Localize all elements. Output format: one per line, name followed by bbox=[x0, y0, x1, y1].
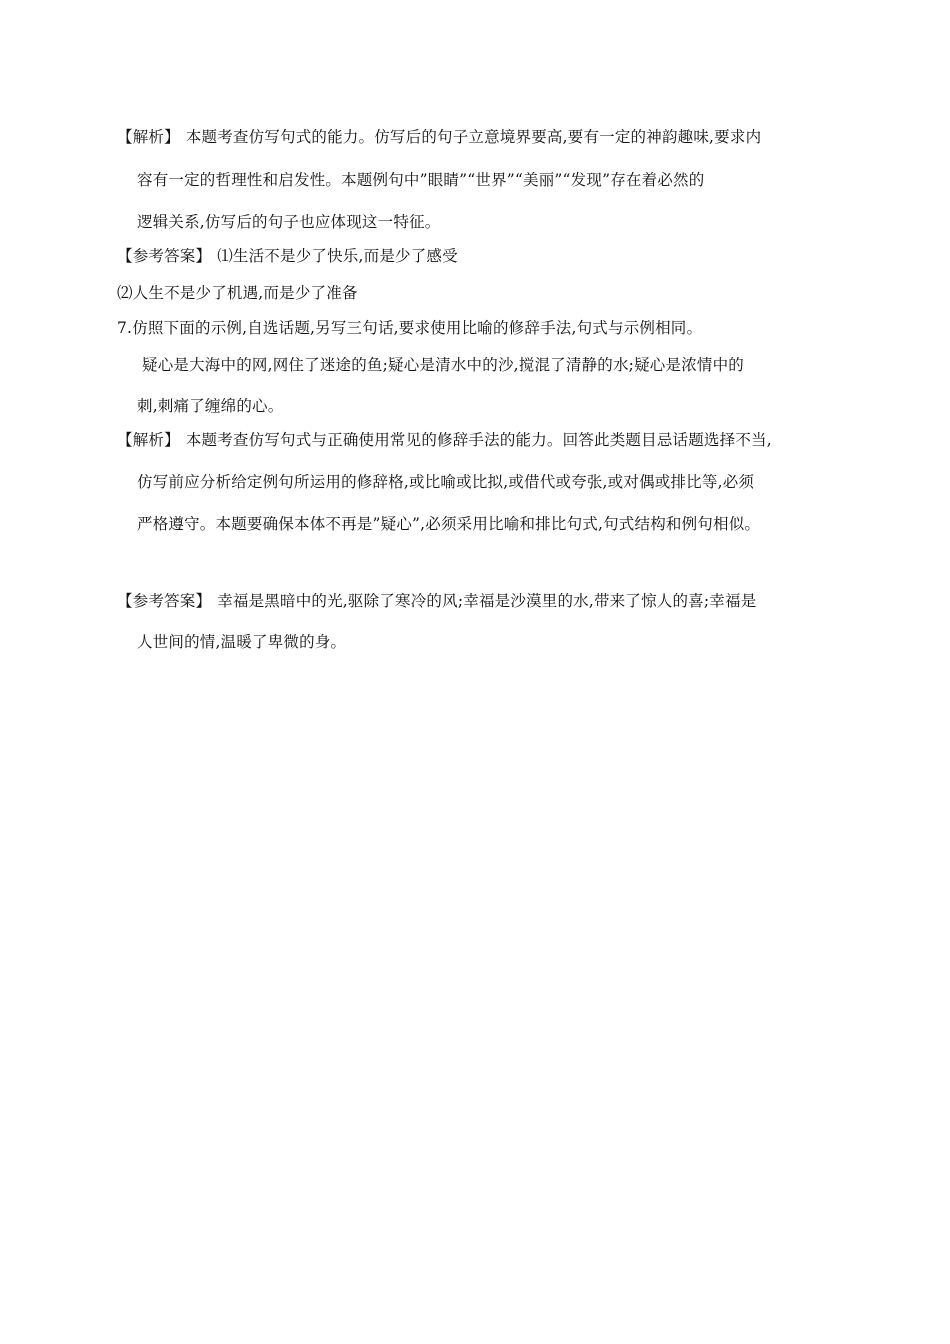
analysis-2-line-3: 严格遵守。本题要确保本体不再是”疑心”,必须采用比喻和排比句式,句式结构和例句相似。 bbox=[137, 515, 761, 533]
answer-tag: 【参考答案】 bbox=[117, 592, 212, 610]
question-7-prompt: 7.仿照下面的示例,自选话题,另写三句话,要求使用比喻的修辞手法,句式与示例相同。 bbox=[117, 319, 703, 337]
answer-2-line-2: 人世间的情,温暖了卑微的身。 bbox=[137, 633, 347, 651]
analysis-text: 本题考查仿写句式的能力。仿写后的句子立意境界要高,要有一定的神韵趣味,要求内 bbox=[185, 128, 762, 146]
analysis-1-line-3: 逻辑关系,仿写后的句子也应体现这一特征。 bbox=[137, 213, 441, 231]
answer-text: 幸福是黑暗中的光,驱除了寒冷的风;幸福是沙漠里的水,带来了惊人的喜;幸福是 bbox=[217, 592, 757, 610]
answer-1-line-2: ⑵人生不是少了机遇,而是少了准备 bbox=[117, 284, 358, 302]
question-7-example-line-2: 刺,刺痛了缠绵的心。 bbox=[137, 397, 284, 415]
answer-2-line-1 bbox=[117, 591, 756, 611]
answer-tag: 【参考答案】 bbox=[117, 247, 212, 265]
analysis-1-line-1 bbox=[117, 127, 761, 147]
analysis-1-line-2: 容有一定的哲理性和启发性。本题例句中”眼睛”“世界”“美丽”“发现”存在着必然的 bbox=[137, 171, 705, 189]
question-7-example-line-1: 疑心是大海中的网,网住了迷途的鱼;疑心是清水中的沙,搅混了清静的水;疑心是浓情中的 bbox=[142, 356, 745, 374]
analysis-2-line-2: 仿写前应分析给定例句所运用的修辞格,或比喻或比拟,或借代或夸张,或对偶或排比等,必须 bbox=[137, 473, 755, 491]
analysis-tag: 【解析】 bbox=[117, 128, 180, 146]
analysis-2-line-1 bbox=[117, 430, 772, 450]
answer-text: ⑴生活不是少了快乐,而是少了感受 bbox=[217, 247, 458, 265]
analysis-text: 本题考查仿写句式与正确使用常见的修辞手法的能力。回答此类题目忌话题选择不当, bbox=[185, 431, 772, 449]
answer-1-line-1 bbox=[117, 246, 458, 266]
analysis-tag: 【解析】 bbox=[117, 431, 180, 449]
